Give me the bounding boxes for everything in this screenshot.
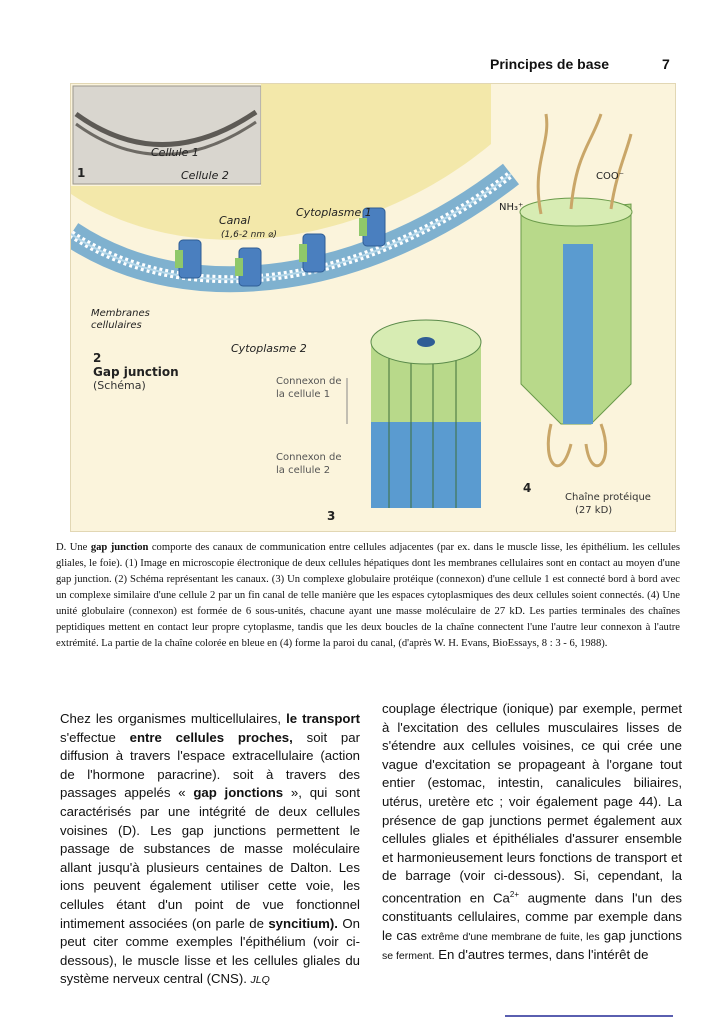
text-run: En d'autres termes, dans l'intérêt de bbox=[434, 947, 649, 963]
text-run: soit par diffusion à travers l'espace extracellulaire (action de l'hormone paracrine). soit à travers des passages appelés « bbox=[60, 729, 360, 801]
caption-text: D. Une bbox=[56, 542, 91, 553]
label-gap-junction: Gap junction bbox=[93, 365, 179, 379]
author-initials: JLQ bbox=[250, 974, 270, 987]
page-header bbox=[0, 56, 728, 76]
label-connexon1-a: Connexon de bbox=[276, 376, 342, 387]
label-cytoplasm2: Cytoplasme 2 bbox=[231, 342, 307, 355]
bold-run: syncitium). bbox=[268, 915, 338, 931]
text-run: », qui sont caractérisés par une intégrité de deux cellules voisines (D). Les gap junctions permettent le passage de substances de masse moléculaire allant jusqu'à plusieurs centaines de Dalton. Les ions peuvent également utiliser cette voie, les cellules étant d'un point de vue fonctionnel intimement associées (on parle de bbox=[60, 785, 361, 931]
label-membranes-2: cellulaires bbox=[91, 320, 142, 331]
superscript: 2+ bbox=[509, 889, 520, 899]
bold-run: entre cellules proches, bbox=[129, 729, 293, 745]
label-nh3: NH₃⁺ bbox=[499, 202, 524, 213]
label-chain-kd: (27 kD) bbox=[575, 505, 613, 516]
label-chain: Chaîne protéique bbox=[565, 492, 651, 503]
label-canal-size: (1,6-2 nm ⌀) bbox=[221, 230, 277, 240]
text-run: Chez les organismes multicellulaires, bbox=[60, 711, 287, 726]
caption-text-2: comporte des canaux de communication entre cellules adjacentes (par ex. dans le muscle lisse, les épithélium. les cellules gliales, le foie). (1) Image en microscopie électronique de deux cellules hépatiques dont les membranes cellulaires sont en contact au moyen d'une gap junction. (2) Schéma représentant les canaux. (3) Un complexe globulaire protéique (connexon) d'une cellule 1 est connecté bord à bord avec un complexe similaire d'une cellule 2 par un fin canal de telle manière que les espaces cytoplasmiques des deux cellules soient connectés. (4) Une unité globulaire (connexon) est formée de 6 sous-unités, chacune ayant une masse moléculaire de 27 kD. Les parties terminales des chaînes peptidiques mettent en contact leur propre cytoplasme, tandis que les deux boucles de la chaîne connectent l'une l'autre leur connexon à l'autre extrémité. La partie de la chaîne colorée en bleue en (4) forme la paroi du canal, (d'après W. H. Evans, BioEssays, 8 : 3 - 6, 1988). bbox=[56, 542, 680, 649]
right-column bbox=[382, 700, 682, 966]
page-number: 7 bbox=[662, 56, 670, 72]
label-connexon1-b: la cellule 1 bbox=[276, 389, 331, 400]
bold-run: gap jonctions bbox=[193, 785, 284, 801]
label-schema: (Schéma) bbox=[93, 379, 146, 392]
label-connexon2-a: Connexon de bbox=[276, 452, 342, 463]
connexon-hexamer bbox=[371, 320, 481, 508]
panel-4-number: 4 bbox=[523, 481, 532, 495]
text-run: s'effectue bbox=[60, 729, 130, 745]
bold-run: le transport bbox=[286, 711, 361, 726]
panel-3-number: 3 bbox=[327, 509, 336, 523]
left-column bbox=[60, 710, 360, 990]
label-cytoplasm1: Cytoplasme 1 bbox=[296, 206, 372, 219]
text-run: On peut citer comme exemples l'épithélium (voir ci-dessous), le muscle lisse et les cellules gliales du système nerveux central (CNS). bbox=[60, 915, 360, 987]
label-connexon2-b: la cellule 2 bbox=[276, 465, 331, 476]
panel-2-number: 2 bbox=[93, 351, 102, 365]
caption-bold: gap junction bbox=[90, 542, 149, 553]
small-run: se ferment. bbox=[382, 950, 435, 963]
small-run: extrême d'une membrane de fuite, les bbox=[421, 930, 600, 943]
text-run: gap junctions bbox=[599, 927, 682, 943]
text-run: augmente dans l'un des constituants cellulaires, comme par exemple dans le cas bbox=[382, 890, 682, 943]
label-cell2: Cellule 2 bbox=[181, 169, 229, 182]
connexon-unit bbox=[520, 114, 632, 466]
gap-junction-figure bbox=[70, 83, 676, 532]
label-membranes: Membranes bbox=[91, 308, 150, 319]
text-run: couplage électrique (ionique) par exemple, permet à l'excitation des cellules musculaires lisses de s'étendre aux cellules voisines, ce qui crée une vague d'excitation se propageant à l'organe tout entier (estomac, intestin, canalicules biliaires, utérus, uretère etc ; voir également page 44). La présence de gap junctions permet également aux cellules gliales et épithéliales d'assurer ensemble et harmonieusement leurs fonctions de transport et de barrage (voir ci-dessous). Si, cependant, la concentration en Ca bbox=[382, 701, 682, 906]
label-cell1: Cellule 1 bbox=[151, 146, 199, 159]
running-title: Principes de base bbox=[490, 56, 610, 72]
label-canal: Canal bbox=[219, 214, 251, 227]
panel-1-number: 1 bbox=[77, 166, 86, 180]
figure-caption bbox=[56, 540, 680, 652]
label-coo: COO⁻ bbox=[596, 171, 625, 182]
footer-rule bbox=[505, 1015, 673, 1017]
